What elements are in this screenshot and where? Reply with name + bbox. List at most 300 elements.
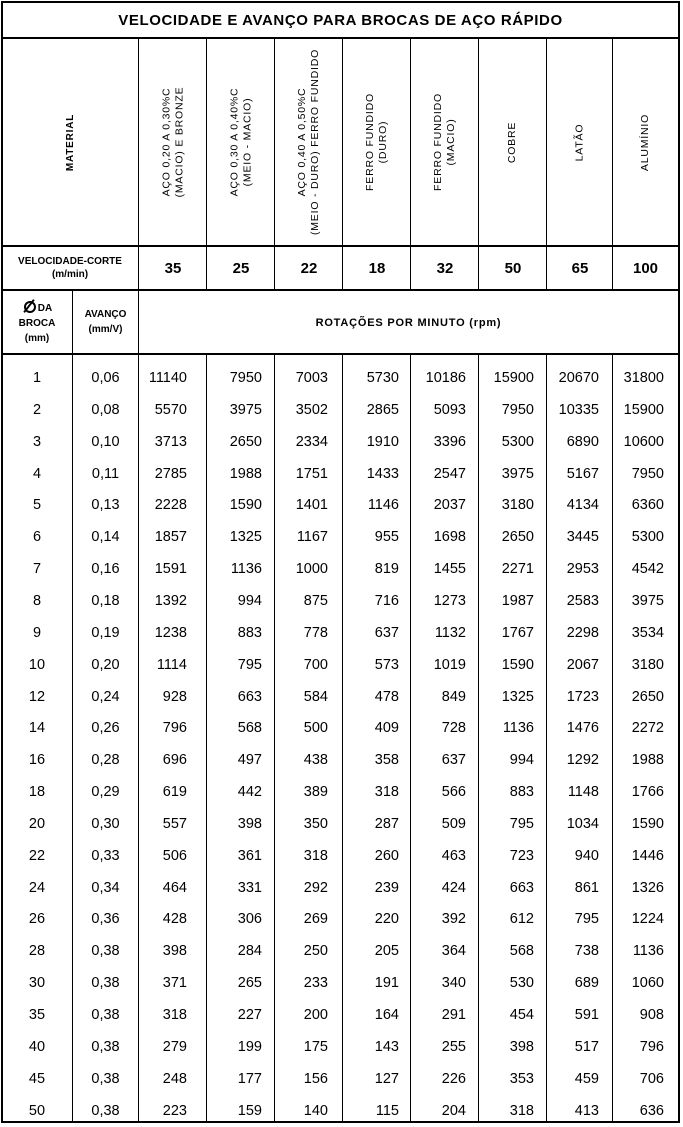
rpm-cell: 260 xyxy=(374,847,399,864)
rpm-cell: 1910 xyxy=(366,433,399,450)
rpm-cell: 1591 xyxy=(154,561,187,578)
material-header-8 xyxy=(613,39,678,245)
rpm-cell: 1146 xyxy=(367,497,399,514)
rpm-cell: 636 xyxy=(639,1102,664,1119)
table-row xyxy=(3,999,678,1031)
rpm-cell: 226 xyxy=(441,1070,466,1087)
feed-header-line2: (mm/V) xyxy=(88,324,123,335)
material-header-label: MATERIAL xyxy=(65,113,77,171)
rpm-cell: 723 xyxy=(509,847,534,864)
diameter-cell: 1 xyxy=(32,370,42,386)
table-row xyxy=(3,744,678,776)
rpm-cell: 318 xyxy=(162,1007,187,1023)
rpm-cell: 3975 xyxy=(631,592,664,609)
rpm-cell: 3502 xyxy=(295,401,328,418)
diameter-cell: 45 xyxy=(28,1070,46,1087)
rpm-header: ROTAÇÕES POR MINUTO (rpm) xyxy=(315,316,502,329)
rpm-cell: 478 xyxy=(374,688,399,705)
material-detail: (MACIO) E BRONZE xyxy=(173,86,185,198)
rpm-cell: 1034 xyxy=(566,815,599,832)
table-row xyxy=(3,808,678,840)
rpm-cell: 428 xyxy=(162,911,187,928)
rpm-cell: 796 xyxy=(162,720,187,737)
table-row xyxy=(3,681,678,713)
rpm-cell: 2067 xyxy=(566,656,599,673)
velocity-value: 65 xyxy=(571,259,589,277)
rpm-cell: 255 xyxy=(441,1038,466,1055)
rpm-cell: 398 xyxy=(237,815,262,832)
rpm-cell: 7003 xyxy=(295,370,328,386)
rpm-cell: 1751 xyxy=(295,465,328,482)
rpm-cell: 1590 xyxy=(229,497,262,514)
table-row xyxy=(3,935,678,967)
table-row xyxy=(3,553,678,585)
rpm-cell: 1723 xyxy=(566,688,599,705)
rpm-cell: 497 xyxy=(237,752,262,769)
rpm-cell: 2953 xyxy=(566,561,599,578)
rpm-cell: 3534 xyxy=(631,624,664,641)
rpm-cell: 2865 xyxy=(366,401,399,418)
diameter-cell: 9 xyxy=(32,624,42,641)
rpm-cell: 883 xyxy=(237,624,262,641)
diameter-header-line2: BROCA xyxy=(18,317,56,329)
table-row xyxy=(3,649,678,681)
feed-cell: 0,38 xyxy=(91,1102,120,1119)
table-row xyxy=(3,1095,678,1127)
table-row xyxy=(3,521,678,553)
diameter-cell: 2 xyxy=(32,401,42,418)
diameter-cell: 3 xyxy=(32,433,42,450)
feed-cell: 0,24 xyxy=(91,688,120,705)
diameter-cell: 40 xyxy=(28,1038,46,1055)
rpm-cell: 566 xyxy=(441,784,466,801)
rpm-cell: 1019 xyxy=(433,656,466,673)
rpm-cell: 4134 xyxy=(566,497,599,514)
rpm-cell: 689 xyxy=(574,975,599,992)
rpm-cell: 1136 xyxy=(230,561,262,578)
rpm-cell: 1857 xyxy=(154,529,187,546)
rule-vertical-header-3 xyxy=(342,39,343,289)
rpm-cell: 318 xyxy=(374,784,399,801)
diameter-header xyxy=(3,291,71,353)
material-header-3 xyxy=(275,39,343,245)
rpm-cell: 291 xyxy=(441,1007,466,1023)
rpm-cell: 3975 xyxy=(501,465,534,482)
rpm-cell: 1224 xyxy=(631,911,664,928)
rpm-cell: 392 xyxy=(441,911,466,928)
rpm-cell: 1988 xyxy=(631,752,664,769)
rpm-cell: 459 xyxy=(574,1070,599,1087)
rpm-cell: 1590 xyxy=(501,656,534,673)
material-name: LATÃO xyxy=(573,123,586,161)
rpm-cell: 3975 xyxy=(229,401,262,418)
rpm-cell: 795 xyxy=(574,911,599,928)
rpm-cell: 438 xyxy=(303,752,328,769)
material-name: AÇO 0,20 A 0,30%C xyxy=(160,87,172,197)
rpm-cell: 398 xyxy=(162,943,187,960)
rpm-cell: 115 xyxy=(375,1102,399,1119)
rpm-cell: 612 xyxy=(509,911,534,928)
rpm-cell: 220 xyxy=(374,911,399,928)
rpm-cell: 573 xyxy=(374,656,399,673)
rpm-cell: 1060 xyxy=(631,975,664,992)
feed-cell: 0,18 xyxy=(91,592,120,609)
rpm-cell: 204 xyxy=(441,1102,466,1119)
rpm-cell: 861 xyxy=(574,879,599,896)
rpm-cell: 2298 xyxy=(566,624,599,641)
rpm-cell: 5570 xyxy=(154,401,187,418)
rpm-cell: 1273 xyxy=(433,592,466,609)
diameter-cell: 35 xyxy=(28,1007,46,1023)
rpm-cell: 340 xyxy=(441,975,466,992)
diameter-cell: 14 xyxy=(28,720,46,737)
feed-cell: 0,29 xyxy=(91,784,120,801)
rpm-cell: 205 xyxy=(374,943,399,960)
rpm-cell: 1446 xyxy=(631,847,664,864)
rpm-cell: 200 xyxy=(303,1007,328,1023)
rpm-cell: 568 xyxy=(509,943,534,960)
rpm-cell: 2547 xyxy=(433,465,466,482)
material-header xyxy=(3,39,139,245)
table-row xyxy=(3,1031,678,1063)
rpm-cell: 442 xyxy=(237,784,262,801)
rpm-cell: 738 xyxy=(574,943,599,960)
rpm-cell: 2650 xyxy=(501,529,534,546)
rpm-cell: 506 xyxy=(162,847,187,864)
rpm-cell: 464 xyxy=(162,879,187,896)
table-row xyxy=(3,617,678,649)
feed-cell: 0,14 xyxy=(91,529,120,546)
rpm-cell: 5300 xyxy=(501,433,534,450)
rpm-cell: 557 xyxy=(162,815,187,832)
rpm-cell: 994 xyxy=(509,752,534,769)
feed-cell: 0,19 xyxy=(91,624,120,641)
rpm-cell: 696 xyxy=(162,752,187,769)
table-row xyxy=(3,967,678,999)
rpm-cell: 3180 xyxy=(501,497,534,514)
diameter-cell: 8 xyxy=(32,592,42,609)
rpm-cell: 1136 xyxy=(632,943,664,960)
rpm-cell: 10186 xyxy=(425,370,466,386)
feed-header xyxy=(73,291,138,353)
table-row xyxy=(3,903,678,935)
diameter-symbol-icon xyxy=(22,299,36,313)
rpm-cell: 409 xyxy=(374,720,399,737)
feed-cell: 0,26 xyxy=(91,720,120,737)
feed-cell: 0,28 xyxy=(91,752,120,769)
rule-vertical-header-6 xyxy=(546,39,547,289)
rule-vertical-header-4 xyxy=(410,39,411,289)
rpm-cell: 239 xyxy=(374,879,399,896)
rpm-cell: 191 xyxy=(374,975,399,992)
rpm-cell: 1238 xyxy=(154,624,187,641)
rule-vertical-header-2 xyxy=(274,39,275,289)
feed-cell: 0,38 xyxy=(91,1038,120,1055)
feed-cell: 0,38 xyxy=(91,1007,120,1023)
feed-cell: 0,08 xyxy=(91,401,120,418)
feed-cell: 0,38 xyxy=(91,1070,120,1087)
rpm-cell: 928 xyxy=(162,688,187,705)
diameter-cell: 5 xyxy=(32,497,42,514)
rpm-cell: 1326 xyxy=(631,879,664,896)
rpm-cell: 1401 xyxy=(295,497,328,514)
table-row xyxy=(3,585,678,617)
rule-vertical-header-1 xyxy=(206,39,207,289)
rpm-cell: 350 xyxy=(303,815,328,832)
rpm-cell: 584 xyxy=(303,688,328,705)
velocity-value: 50 xyxy=(504,259,522,277)
feed-cell: 0,13 xyxy=(91,497,120,514)
rpm-cell: 568 xyxy=(237,720,262,737)
table-row xyxy=(3,712,678,744)
rpm-cell: 2583 xyxy=(566,592,599,609)
diameter-cell: 10 xyxy=(28,656,46,673)
rpm-cell: 1325 xyxy=(229,529,262,546)
velocity-label-cell xyxy=(3,247,137,289)
rpm-cell: 2228 xyxy=(154,497,187,514)
rpm-cell: 619 xyxy=(162,784,187,801)
rpm-cell: 227 xyxy=(237,1007,262,1023)
feed-cell: 0,38 xyxy=(91,943,120,960)
feed-cell: 0,20 xyxy=(91,656,120,673)
table-row xyxy=(3,776,678,808)
diameter-cell: 22 xyxy=(28,847,46,864)
material-name: AÇO 0,30 A 0,40%C xyxy=(228,87,240,197)
rpm-cell: 15900 xyxy=(623,401,664,418)
rule-vertical-header-5 xyxy=(478,39,479,289)
rpm-cell: 233 xyxy=(303,975,328,992)
rpm-cell: 2271 xyxy=(501,561,534,578)
rpm-cell: 143 xyxy=(374,1038,399,1055)
rpm-cell: 11140 xyxy=(148,370,187,386)
rpm-cell: 4542 xyxy=(631,561,664,578)
rpm-cell: 1767 xyxy=(501,624,534,641)
rpm-cell: 819 xyxy=(374,561,399,578)
rpm-cell: 795 xyxy=(509,815,534,832)
rpm-cell: 1455 xyxy=(433,561,466,578)
diameter-header-line3: (mm) xyxy=(24,332,50,344)
rpm-cell: 364 xyxy=(441,943,466,960)
diameter-cell: 30 xyxy=(28,975,46,992)
rpm-cell: 1988 xyxy=(229,465,262,482)
rpm-cell: 955 xyxy=(374,529,399,546)
rpm-cell: 318 xyxy=(509,1102,534,1119)
rpm-cell: 389 xyxy=(303,784,328,801)
feed-cell: 0,38 xyxy=(91,975,120,992)
feed-header-line1: AVANÇO xyxy=(84,309,127,320)
rpm-cell: 358 xyxy=(374,752,399,769)
velocity-label: VELOCIDADE-CORTE xyxy=(18,256,122,267)
rpm-cell: 1476 xyxy=(566,720,599,737)
rpm-cell: 530 xyxy=(509,975,534,992)
table-title: VELOCIDADE E AVANÇO PARA BROCAS DE AÇO RÁPIDO xyxy=(3,3,678,39)
rpm-cell: 156 xyxy=(303,1070,328,1087)
feed-cell: 0,11 xyxy=(91,465,120,482)
material-detail: (MEIO - DURO) FERRO FUNDIDO xyxy=(309,48,321,236)
rpm-cell: 287 xyxy=(374,815,399,832)
rpm-cell: 1000 xyxy=(295,561,328,578)
rpm-cell: 883 xyxy=(509,784,534,801)
diameter-cell: 7 xyxy=(32,561,42,578)
rpm-cell: 716 xyxy=(374,592,399,609)
rpm-cell: 175 xyxy=(303,1038,328,1055)
rpm-cell: 353 xyxy=(509,1070,534,1087)
feed-cell: 0,33 xyxy=(91,847,120,864)
material-header-1 xyxy=(139,39,207,245)
rpm-cell: 159 xyxy=(237,1102,262,1119)
rpm-cell: 31800 xyxy=(623,370,664,386)
rpm-cell: 2785 xyxy=(154,465,187,482)
material-header-2 xyxy=(207,39,275,245)
diameter-cell: 18 xyxy=(28,784,46,801)
rpm-cell: 164 xyxy=(374,1007,399,1023)
diameter-cell: 28 xyxy=(28,943,46,960)
rpm-cell: 223 xyxy=(162,1102,187,1119)
rpm-cell: 1590 xyxy=(631,815,664,832)
rpm-cell: 7950 xyxy=(501,401,534,418)
rpm-cell: 1132 xyxy=(434,624,466,641)
table-row xyxy=(3,840,678,872)
rpm-cell: 700 xyxy=(303,656,328,673)
diameter-cell: 50 xyxy=(28,1102,46,1119)
rpm-cell: 15900 xyxy=(493,370,534,386)
rpm-cell: 663 xyxy=(509,879,534,896)
rpm-cell: 6360 xyxy=(631,497,664,514)
rpm-cell: 398 xyxy=(509,1038,534,1055)
material-detail: (MACIO) xyxy=(445,118,457,166)
velocity-unit: (m/min) xyxy=(51,269,89,280)
table-row xyxy=(3,458,678,490)
rpm-cell: 591 xyxy=(574,1007,599,1023)
rpm-cell: 7950 xyxy=(229,370,262,386)
rpm-cell: 3445 xyxy=(566,529,599,546)
rpm-cell: 413 xyxy=(574,1102,599,1119)
rpm-cell: 265 xyxy=(237,975,262,992)
table-row xyxy=(3,394,678,426)
feed-cell: 0,06 xyxy=(91,370,120,386)
rpm-cell: 2037 xyxy=(433,497,466,514)
rpm-cell: 361 xyxy=(237,847,262,864)
rpm-cell: 454 xyxy=(509,1007,534,1023)
rpm-cell: 1433 xyxy=(366,465,399,482)
rpm-cell: 849 xyxy=(441,688,466,705)
feed-cell: 0,10 xyxy=(91,433,120,450)
velocity-value: 25 xyxy=(232,259,250,277)
rule-vertical-header-7 xyxy=(612,39,613,289)
velocity-value: 35 xyxy=(164,259,182,277)
rpm-cell: 1292 xyxy=(566,752,599,769)
diameter-cell: 4 xyxy=(32,465,42,482)
rpm-cell: 2272 xyxy=(631,720,664,737)
material-detail: (DURO) xyxy=(377,120,389,164)
rpm-cell: 875 xyxy=(303,592,328,609)
rpm-cell: 6890 xyxy=(566,433,599,450)
rpm-cell: 778 xyxy=(303,624,328,641)
rpm-cell: 463 xyxy=(441,847,466,864)
velocity-value: 18 xyxy=(368,259,386,277)
rpm-cell: 424 xyxy=(441,879,466,896)
material-header-7 xyxy=(547,39,613,245)
rpm-cell: 517 xyxy=(574,1038,599,1055)
rpm-cell: 331 xyxy=(237,879,262,896)
feed-cell: 0,30 xyxy=(91,815,120,832)
material-detail: (MEIO - MACIO) xyxy=(241,97,253,187)
rpm-cell: 2650 xyxy=(229,433,262,450)
rpm-cell: 1167 xyxy=(296,529,328,546)
velocity-value: 100 xyxy=(632,259,659,277)
rpm-cell: 5300 xyxy=(631,529,664,546)
rpm-cell: 3180 xyxy=(631,656,664,673)
rpm-cell: 127 xyxy=(374,1070,399,1087)
material-name: FERRO FUNDIDO xyxy=(364,93,376,191)
feed-cell: 0,16 xyxy=(91,561,120,578)
rpm-cell: 140 xyxy=(303,1102,328,1119)
rpm-cell: 318 xyxy=(303,847,328,864)
diameter-cell: 20 xyxy=(28,815,46,832)
material-name: ALUMÍNIO xyxy=(638,113,651,171)
rpm-cell: 908 xyxy=(639,1007,664,1023)
rpm-cell: 20670 xyxy=(558,370,599,386)
rpm-cell: 1392 xyxy=(154,592,187,609)
velocity-value: 22 xyxy=(300,259,318,277)
rpm-cell: 994 xyxy=(237,592,262,609)
rpm-cell: 1325 xyxy=(501,688,534,705)
rpm-cell: 284 xyxy=(237,943,262,960)
table-row xyxy=(3,426,678,458)
rpm-cell: 269 xyxy=(303,911,328,928)
rpm-cell: 1698 xyxy=(433,529,466,546)
rpm-cell: 306 xyxy=(237,911,262,928)
rpm-cell: 1148 xyxy=(567,784,599,801)
material-header-6 xyxy=(479,39,547,245)
rpm-cell: 3396 xyxy=(433,433,466,450)
rpm-cell: 637 xyxy=(441,752,466,769)
rpm-cell: 292 xyxy=(303,879,328,896)
rpm-cell: 3713 xyxy=(154,433,187,450)
rpm-cell: 250 xyxy=(303,943,328,960)
diameter-cell: 16 xyxy=(28,752,46,769)
rpm-cell: 509 xyxy=(441,815,466,832)
material-name: FERRO FUNDIDO xyxy=(432,93,444,191)
material-header-4 xyxy=(343,39,411,245)
feed-cell: 0,36 xyxy=(91,911,120,928)
diameter-cell: 6 xyxy=(32,529,42,546)
drill-speed-table xyxy=(1,1,680,1123)
rpm-cell: 500 xyxy=(303,720,328,737)
rpm-cell: 279 xyxy=(162,1038,187,1055)
rpm-cell: 2650 xyxy=(631,688,664,705)
rpm-cell: 795 xyxy=(237,656,262,673)
diameter-cell: 24 xyxy=(28,879,46,896)
rpm-cell: 1136 xyxy=(502,720,534,737)
rpm-cell: 199 xyxy=(237,1038,262,1055)
rpm-cell: 248 xyxy=(162,1070,187,1087)
rpm-cell: 940 xyxy=(574,847,599,864)
rpm-cell: 177 xyxy=(237,1070,262,1087)
table-row xyxy=(3,489,678,521)
diameter-cell: 12 xyxy=(28,688,46,705)
rpm-cell: 1987 xyxy=(501,592,534,609)
rpm-cell: 706 xyxy=(639,1070,664,1087)
material-header-5 xyxy=(411,39,479,245)
rpm-cell: 10600 xyxy=(623,433,664,450)
diameter-header-line1: DA xyxy=(37,302,53,314)
diameter-cell: 26 xyxy=(28,911,46,928)
rpm-cell: 1114 xyxy=(156,656,187,673)
rpm-cell: 637 xyxy=(374,624,399,641)
rpm-cell: 663 xyxy=(237,688,262,705)
rpm-cell: 10335 xyxy=(558,401,599,418)
